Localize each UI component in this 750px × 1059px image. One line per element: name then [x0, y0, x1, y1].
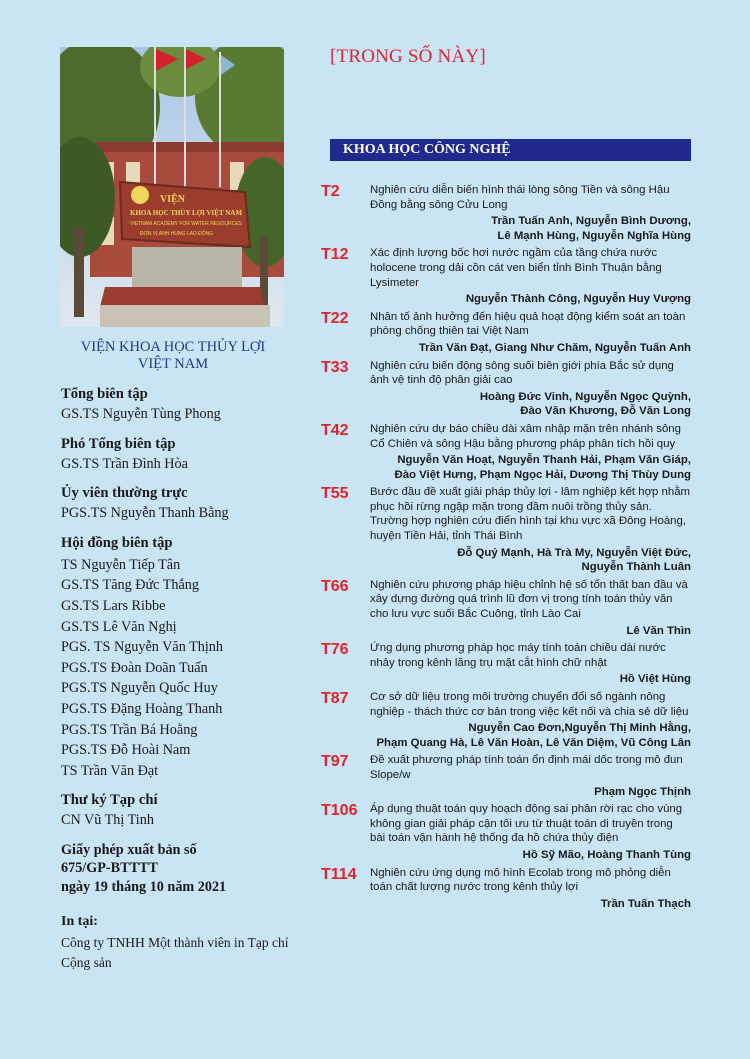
standing-member-block	[61, 484, 321, 524]
board-member: TS Nguyễn Tiếp Tân	[61, 556, 181, 573]
article-title: Nghiên cứu dự báo chiều dài xâm nhập mặn trên nhánh sông Cổ Chiên và sông Hậu bằng phương pháp phân tích hồi quy	[370, 422, 681, 450]
section-header: KHOA HỌC CÔNG NGHỆ	[330, 139, 691, 161]
secretary-title: Thư ký Tạp chí	[61, 792, 158, 809]
license-line-3: ngày 19 tháng 10 năm 2021	[61, 878, 227, 895]
article-authors: Lê Mạnh Hùng, Nguyễn Nghĩa Hùng	[497, 229, 691, 242]
article-authors: Đào Việt Hưng, Phạm Ngọc Hải, Dương Thị Thùy Dung	[394, 468, 691, 481]
printed-at-line: Công ty TNHH Một thành viên in Tạp chí Cộng sản	[61, 935, 289, 971]
page-code: T55	[321, 485, 349, 503]
editorial-board-title: Hội đồng biên tập	[61, 534, 173, 551]
toc-entry[interactable]	[321, 422, 691, 482]
article-authors: Nguyễn Thành Luân	[581, 561, 691, 574]
toc-entry[interactable]	[321, 359, 691, 419]
article-title: Cơ sở dữ liệu trong môi trường chuyển đổi số ngành nông nghiệp - thách thức cơ bản trong việc kết nối và chia sẻ dữ liệu	[370, 691, 689, 718]
deputy-editor-block	[61, 435, 321, 475]
article-title: Ứng dụng phương pháp học máy tính toán chiều dài nước nhảy trong kênh lăng trụ mặt cắt hình chữ nhật	[370, 642, 666, 669]
editor-in-chief-block	[61, 385, 321, 425]
page-code: T2	[321, 183, 340, 200]
page-code: T106	[321, 802, 358, 820]
standing-member-name: PGS.TS Nguyễn Thanh Bằng	[61, 505, 229, 522]
toc-entry[interactable]	[321, 753, 691, 799]
deputy-editor-name: GS.TS Trần Đình Hòa	[61, 455, 188, 472]
board-member: PGS.TS Đỗ Hoài Nam	[61, 742, 191, 759]
article-authors: Trần Văn Đạt, Giang Như Chăm, Nguyễn Tuấn Anh	[418, 341, 691, 354]
sign-text-4: ĐƠN VỊ ANH HÙNG LAO ĐỘNG	[140, 231, 214, 237]
page-code: T87	[321, 690, 349, 707]
standing-member-title: Ủy viên thường trực	[61, 485, 188, 502]
article-authors: Trần Tuấn Anh, Nguyễn Bình Dương,	[491, 215, 691, 228]
article-authors: Nguyễn Thành Công, Nguyễn Huy Vượng	[465, 293, 691, 306]
table-of-contents	[321, 183, 691, 914]
page-code: T22	[321, 309, 349, 327]
toc-entry[interactable]	[321, 866, 691, 912]
page-code: T114	[321, 865, 357, 883]
article-authors: Nguyễn Văn Hoạt, Nguyễn Thanh Hải, Phạm Văn Giáp,	[397, 454, 691, 467]
article-title: Xác định lượng bốc hơi nước ngầm của tầng chứa nước holocene trong dải cồn cát ven biển tỉnh Bình Thuận bằng Lysimeter	[370, 247, 662, 289]
page-code: T76	[321, 641, 349, 659]
article-title: Nghiên cứu ứng dụng mô hình Ecolab trong mô phỏng diễn toán chất lượng nước trong kênh thủy lợi	[370, 866, 671, 894]
sign-text-2: KHOA HỌC THỦY LỢI VIỆT NAM	[130, 209, 242, 217]
article-authors: Phạm Ngọc Thịnh	[594, 785, 691, 798]
article-authors: Hoàng Đức Vinh, Nguyễn Ngọc Quỳnh,	[479, 390, 691, 403]
article-authors: Nguyễn Cao Đơn,Nguyễn Thị Minh Hằng,	[468, 722, 691, 735]
caption-line-2: VIỆT NAM	[137, 356, 209, 372]
editorial-board-block	[61, 534, 321, 782]
article-title: Nghiên cứu phương pháp hiệu chỉnh hệ số tổn thất ban đầu và xây dựng đường quá trình lũ đơn vị trong tính toán thủy văn cho lưu vực suối Bắc Cuông, tỉnh Lào Cai	[370, 578, 688, 621]
institute-caption	[55, 339, 291, 373]
printed-at-title: In tại:	[61, 914, 98, 930]
article-title: Nhân tố ảnh hưởng đến hiệu quả hoạt động kiểm soát an toàn phòng chống thiên tai Việt Nam	[370, 310, 686, 338]
page-code: T42	[321, 421, 349, 439]
article-title: Nghiên cứu biến động sông suối biên giới phía Bắc sử dụng ảnh vệ tinh độ phân giải cao	[370, 359, 674, 387]
board-member: GS.TS Lê Văn Nghị	[61, 618, 177, 635]
board-member: GS.TS Tăng Đức Thắng	[61, 577, 199, 594]
toc-entry[interactable]	[321, 246, 691, 306]
toc-entry[interactable]	[321, 485, 691, 575]
editor-in-chief-title: Tổng biên tập	[61, 386, 148, 402]
sign-text-1: VIỆN	[160, 194, 186, 205]
license-line-1: Giấy phép xuất bản số	[61, 841, 197, 858]
article-title: Nghiên cứu diễn biến hình thái lòng sông Tiền và sông Hậu Đồng bằng sông Cửu Long	[370, 184, 670, 211]
toc-entry[interactable]	[321, 641, 691, 687]
article-title: Áp dụng thuật toán quy hoạch động sai phân rời rạc cho vùng không gian giải pháp cận tối ưu từ thuật toán di truyền trong bài toán vận hành hệ thống đa hồ chứa thủy điện	[370, 803, 683, 845]
board-member: PGS.TS Đặng Hoàng Thanh	[61, 700, 223, 717]
article-title: Đề xuất phương pháp tính toán ổn định mái dốc trong mô đun Slope/w	[370, 754, 683, 781]
article-authors: Lê Văn Thìn	[626, 624, 691, 637]
masthead	[61, 385, 321, 973]
editor-in-chief-name: GS.TS Nguyễn Tùng Phong	[61, 406, 221, 422]
article-authors: Phạm Quang Hà, Lê Văn Hoàn, Lê Văn Diệm, Vũ Công Lân	[376, 736, 691, 749]
board-member: PGS.TS Nguyễn Quốc Huy	[61, 680, 218, 697]
article-authors: Hồ Sỹ Mão, Hoàng Thanh Tùng	[522, 848, 691, 861]
article-authors: Trần Tuấn Thạch	[600, 897, 691, 910]
board-member: PGS.TS Đoàn Doãn Tuấn	[61, 659, 208, 676]
license-block	[61, 841, 321, 897]
article-authors: Hồ Việt Hùng	[619, 673, 691, 686]
secretary-block	[61, 791, 321, 831]
sign-text-3: VIETNAM ACADEMY FOR WATER RESOURCES	[130, 221, 242, 227]
board-member: PGS.TS Trần Bá Hoằng	[61, 721, 198, 738]
page-code: T33	[321, 358, 349, 376]
secretary-name: CN Vũ Thị Tinh	[61, 812, 154, 829]
toc-entry[interactable]	[321, 802, 691, 862]
toc-entry[interactable]	[321, 578, 691, 638]
deputy-editor-title: Phó Tổng biên tập	[61, 435, 176, 452]
page-code: T66	[321, 577, 349, 595]
article-authors: Đào Văn Khương, Đỗ Văn Long	[520, 405, 691, 418]
toc-entry[interactable]	[321, 183, 691, 243]
page-title: [TRONG SỐ NÀY]	[330, 46, 486, 67]
article-title: Bước đầu đề xuất giải pháp thủy lợi - lâm nghiệp kết hợp nhằm phục hồi rừng ngập mặn trong đầm nuôi trồng thủy sản. Trường hợp nghiên cứu điển hình tại khu vực xã Đông Hoàng, huyện Tiền Hải, tỉnh Thái Bình	[370, 486, 691, 543]
toc-entry[interactable]	[321, 690, 691, 750]
license-line-2: 675/GP-BTTTT	[61, 860, 158, 877]
page-code: T97	[321, 753, 349, 771]
toc-entry[interactable]	[321, 310, 691, 356]
board-member: PGS. TS Nguyễn Văn Thịnh	[61, 639, 223, 656]
institute-photo	[60, 47, 284, 327]
caption-line-1: VIỆN KHOA HỌC THỦY LỢI	[80, 339, 266, 355]
board-member: GS.TS Lars Ribbe	[61, 597, 166, 614]
article-authors: Đỗ Quý Mạnh, Hà Trà My, Nguyễn Việt Đức,	[457, 546, 691, 559]
board-member: TS Trần Văn Đạt	[61, 762, 159, 779]
page-code: T12	[321, 246, 349, 264]
